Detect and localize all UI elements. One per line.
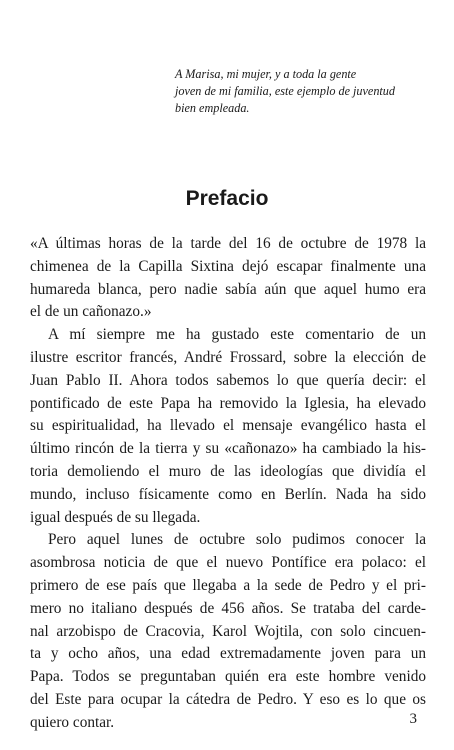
- page-number: 3: [409, 711, 417, 727]
- text-line: del Este para ocupar la cátedra de Pedro. Y eso es lo que os: [30, 690, 426, 708]
- text-line: primero de ese país que llegaba a la sede de Pedro y el pri-: [30, 576, 426, 594]
- text-line: A mí siempre me ha gustado este comentario de un: [48, 326, 426, 344]
- paragraph-2: [30, 324, 426, 529]
- paragraph-1: [30, 233, 426, 324]
- text-line: chimenea de la Capilla Sixtina dejó escapar finalmente una: [30, 257, 426, 275]
- dedication-line: joven de mi familia, este ejemplo de juventud: [175, 84, 395, 98]
- text-line: Juan Pablo II. Ahora todos sabemos lo que quería decir: el: [30, 371, 426, 389]
- text-line: igual después de su llegada.: [30, 508, 201, 526]
- text-line: ilustre escritor francés, André Frossard, sobre la elección de: [30, 348, 426, 366]
- body-text: [30, 233, 426, 735]
- text-line: quiero contar.: [30, 713, 115, 731]
- dedication-line: bien empleada.: [175, 101, 250, 115]
- text-line: toria demoliendo el muro de las ideologías que dividía el: [30, 462, 426, 480]
- text-line: «A últimas horas de la tarde del 16 de octubre de 1978 la: [30, 235, 426, 252]
- text-line: último rincón de la tierra y su «cañonazo» ha cambiado la his-: [30, 440, 426, 458]
- chapter-title: Prefacio: [185, 187, 269, 210]
- paragraph-3: [30, 529, 426, 734]
- dedication-line: A Marisa, mi mujer, y a toda la gente: [175, 67, 357, 81]
- text-line: Papa. Todos se preguntaban quién era este hombre venido: [30, 668, 426, 686]
- text-line: mero no italiano después de 456 años. Se trataba del carde-: [30, 599, 426, 617]
- text-line: humareda blanca, pero nadie sabía aún que aquel humo era: [30, 280, 426, 298]
- text-line: mundo, incluso físicamente como en Berlín. Nada ha sido: [30, 485, 426, 503]
- text-line: ta y ocho años, una edad extremadamente joven para un: [30, 645, 426, 663]
- text-line: Pero aquel lunes de octubre solo pudimos conocer la: [48, 531, 426, 549]
- text-line: pontificado de este Papa ha removido la Iglesia, ha elevado: [30, 394, 426, 412]
- text-line: su espiritualidad, ha llevado el mensaje evangélico hasta el: [30, 417, 426, 435]
- text-line: asombrosa noticia de que el nuevo Pontífice era polaco: el: [30, 554, 426, 572]
- dedication: [175, 66, 435, 117]
- text-line: nal arzobispo de Cracovia, Karol Wojtila, con solo cincuen-: [30, 622, 426, 640]
- text-line: el de un cañonazo.»: [30, 303, 152, 321]
